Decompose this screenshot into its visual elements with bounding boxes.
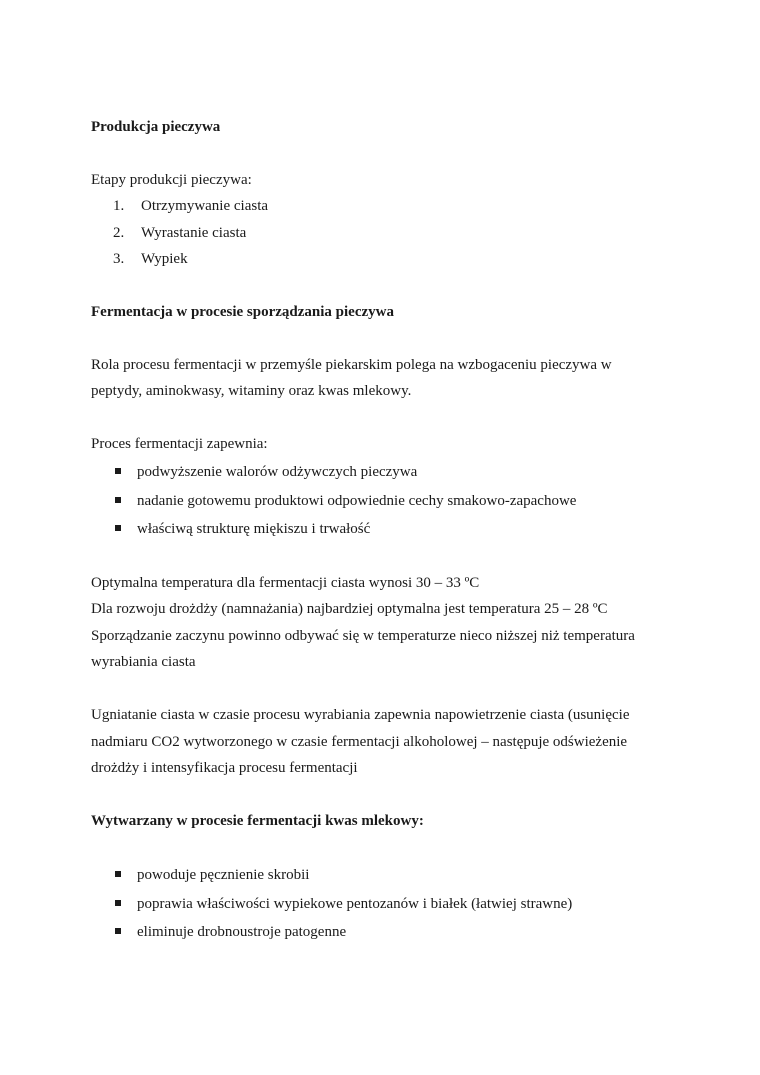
paragraph-line: Dla rozwoju drożdży (namnażania) najbardziej optymalna jest temperatura 25 – 28 ºC	[91, 601, 608, 617]
bullet-icon	[115, 525, 121, 531]
list-item: właściwą strukturę miękiszu i trwałość	[137, 521, 371, 537]
paragraph-line: peptydy, aminokwasy, witaminy oraz kwas mlekowy.	[91, 383, 412, 399]
bullet-icon	[115, 900, 121, 906]
paragraph-line: Ugniatanie ciasta w czasie procesu wyrabiania zapewnia napowietrzenie ciasta (usunięcie	[91, 707, 630, 723]
intro-text: Etapy produkcji pieczywa:	[91, 172, 252, 188]
paragraph-line: Rola procesu fermentacji w przemyśle piekarskim polega na wzbogaceniu pieczywa w	[91, 357, 612, 373]
list-item: podwyższenie walorów odżywczych pieczywa	[137, 464, 418, 480]
list-item: Wyrastanie ciasta	[141, 225, 247, 241]
list-number: 2.	[113, 225, 125, 241]
heading-fermentacja: Fermentacja w procesie sporządzania pieczywa	[91, 304, 394, 320]
bullet-icon	[115, 871, 121, 877]
list-number: 3.	[113, 251, 125, 267]
bullet-icon	[115, 468, 121, 474]
paragraph-line: wyrabiania ciasta	[91, 654, 196, 670]
list-item: Wypiek	[141, 251, 188, 267]
list-item: nadanie gotowemu produktowi odpowiednie cechy smakowo-zapachowe	[137, 493, 577, 509]
list-item: Otrzymywanie ciasta	[141, 198, 269, 214]
heading-kwas-mlekowy: Wytwarzany w procesie fermentacji kwas mlekowy:	[91, 813, 424, 829]
list-item: eliminuje drobnoustroje patogenne	[137, 924, 347, 940]
bullet-icon	[115, 497, 121, 503]
paragraph-line: Optymalna temperatura dla fermentacji ciasta wynosi 30 – 33 ºC	[91, 575, 480, 591]
list-item: powoduje pęcznienie skrobii	[137, 867, 310, 883]
heading-produkcja: Produkcja pieczywa	[91, 119, 221, 135]
bullet-icon	[115, 928, 121, 934]
list-item: poprawia właściwości wypiekowe pentozanów i białek (łatwiej strawne)	[137, 896, 573, 912]
list-number: 1.	[113, 198, 125, 214]
paragraph-line: Sporządzanie zaczynu powinno odbywać się w temperaturze nieco niższej niż temperatura	[91, 628, 635, 644]
paragraph-line: drożdży i intensyfikacja procesu fermentacji	[91, 760, 358, 776]
paragraph-line: nadmiaru CO2 wytworzonego w czasie fermentacji alkoholowej – następuje odświeżenie	[91, 734, 628, 750]
list-intro: Proces fermentacji zapewnia:	[91, 436, 268, 452]
